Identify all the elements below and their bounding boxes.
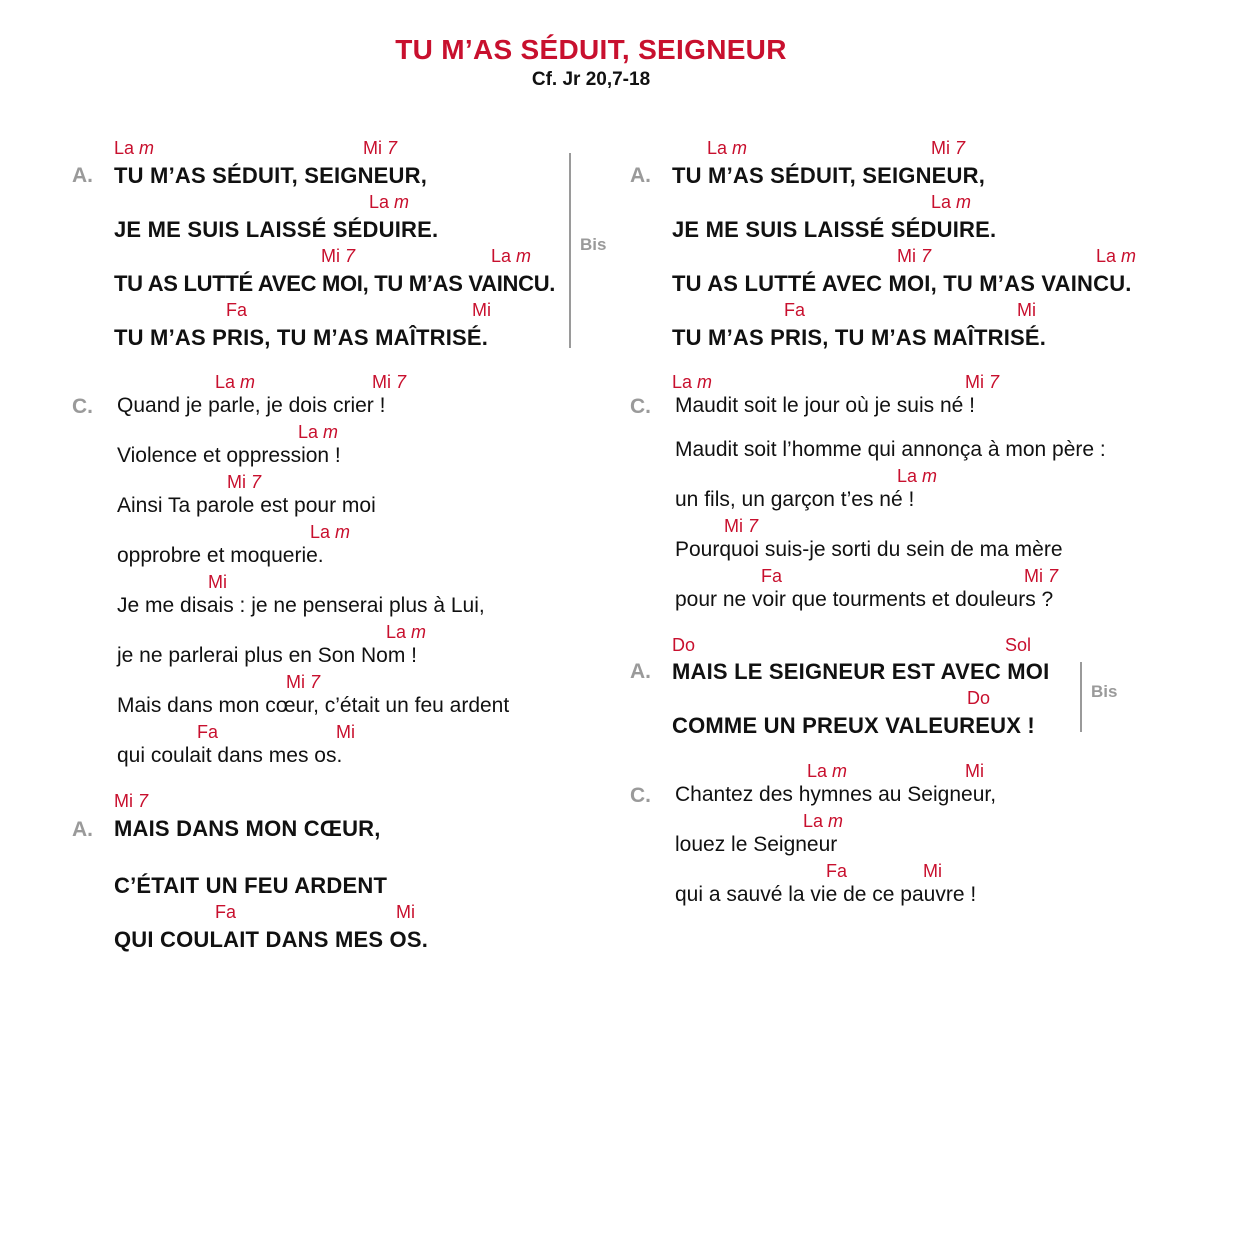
verse-marker: C. [630, 784, 651, 807]
chord-quality: m [832, 761, 848, 781]
chord-do: Do [672, 635, 696, 655]
refrain-marker: A. [630, 660, 651, 683]
chord-la-m [215, 372, 255, 392]
chord-mi: Mi [965, 761, 984, 781]
chord-fa: Fa [197, 722, 219, 742]
lyric-line: JE ME SUIS LAISSÉ SÉDUIRE. [114, 217, 439, 242]
chord-mi: Mi [396, 902, 415, 922]
chord-la-m [1096, 246, 1136, 266]
lyric-line: Ainsi Ta parole est pour moi [117, 494, 376, 517]
chord-quality: 7 [1048, 566, 1059, 586]
chord-root: Mi [227, 472, 246, 492]
chord-la-m [707, 138, 747, 158]
chord-mi: Mi [472, 300, 491, 320]
chord-la-m [672, 372, 712, 392]
lyric-line: JE ME SUIS LAISSÉ SÉDUIRE. [672, 217, 997, 242]
chord-quality: 7 [138, 791, 149, 811]
chord-root: Mi [286, 672, 305, 692]
chord-root: Mi [321, 246, 340, 266]
chord-fa: Fa [761, 566, 783, 586]
lyric-line: Je me disais : je ne penserai plus à Lui, [117, 594, 485, 617]
chord-quality: m [139, 138, 155, 158]
verse-marker: C. [72, 395, 93, 418]
lyric-line: qui a sauvé la vie de ce pauvre ! [675, 883, 977, 906]
lyric-line: Pourquoi suis-je sorti du sein de ma mère [675, 538, 1063, 561]
chord-quality: 7 [396, 372, 407, 392]
lyric-line: Violence et oppression ! [117, 444, 341, 467]
chord-root: La [215, 372, 236, 392]
chord-root: Mi [114, 791, 133, 811]
chord-quality: m [394, 192, 410, 212]
chord-fa: Fa [215, 902, 237, 922]
lyric-line: qui coulait dans mes os. [117, 744, 343, 767]
chord-la-m [931, 192, 971, 212]
lyric-line: MAIS LE SEIGNEUR EST AVEC MOI [672, 659, 1050, 684]
lyric-line: QUI COULAIT DANS MES OS. [114, 927, 429, 952]
chord-mi-7 [286, 672, 320, 692]
chord-fa: Fa [226, 300, 248, 320]
chord-quality: m [956, 192, 972, 212]
chord-mi: Mi [1017, 300, 1036, 320]
chord-la-m [803, 811, 843, 831]
chord-quality: 7 [251, 472, 262, 492]
lyric-line: TU AS LUTTÉ AVEC MOI, TU M’AS VAINCU. [672, 271, 1132, 296]
refrain-marker: A. [72, 164, 93, 187]
chord-root: La [803, 811, 824, 831]
chord-fa: Fa [826, 861, 848, 881]
chord-quality: m [323, 422, 339, 442]
song-title: TU M’AS SÉDUIT, SEIGNEUR [395, 34, 787, 65]
chord-do: Do [967, 688, 991, 708]
chord-fa: Fa [784, 300, 806, 320]
chord-mi-7 [965, 372, 999, 392]
lyric-line: TU M’AS SÉDUIT, SEIGNEUR, [672, 163, 986, 188]
chord-quality: m [922, 466, 938, 486]
bis-label: Bis [580, 235, 607, 254]
lyric-line: pour ne voir que tourments et douleurs ? [675, 588, 1054, 611]
chord-mi: Mi [923, 861, 942, 881]
chord-quality: m [732, 138, 748, 158]
chord-quality: m [697, 372, 713, 392]
refrain-marker: A. [72, 818, 93, 841]
chord-mi-7 [363, 138, 397, 158]
chord-quality: 7 [921, 246, 932, 266]
chord-mi-7 [931, 138, 965, 158]
bis-label: Bis [1091, 682, 1118, 701]
lyric-line: Quand je parle, je dois crier ! [117, 394, 386, 417]
chord-quality: m [335, 522, 351, 542]
chord-la-m [310, 522, 350, 542]
chord-root: La [298, 422, 319, 442]
chord-mi-7 [321, 246, 355, 266]
chord-mi-7 [724, 516, 758, 536]
chord-root: La [672, 372, 693, 392]
chord-root: La [491, 246, 512, 266]
chord-la-m [298, 422, 338, 442]
bis-bracket [569, 153, 571, 348]
lyric-line: MAIS DANS MON CŒUR, [114, 816, 381, 841]
chord-quality: 7 [955, 138, 966, 158]
chord-quality: 7 [989, 372, 1000, 392]
chord-mi-7 [372, 372, 406, 392]
chord-la-m [386, 622, 426, 642]
chord-root: Mi [965, 372, 984, 392]
chord-root: Mi [363, 138, 382, 158]
chord-quality: 7 [345, 246, 356, 266]
lyric-line: louez le Seigneur [675, 833, 838, 856]
chord-root: Mi [931, 138, 950, 158]
verse-marker: C. [630, 395, 651, 418]
chord-mi-7 [114, 791, 148, 811]
lyric-line: TU M’AS PRIS, TU M’AS MAÎTRISÉ. [672, 325, 1047, 350]
chord-root: Mi [372, 372, 391, 392]
bis-bracket [1080, 662, 1082, 732]
chord-quality: 7 [748, 516, 759, 536]
lyric-line: Chantez des hymnes au Seigneur, [675, 783, 997, 806]
chord-root: La [707, 138, 728, 158]
lyric-line: TU M’AS SÉDUIT, SEIGNEUR, [114, 163, 428, 188]
chord-la-m [807, 761, 847, 781]
chord-quality: m [828, 811, 844, 831]
chord-root: Mi [897, 246, 916, 266]
chord-root: La [369, 192, 390, 212]
chord-mi-7 [1024, 566, 1058, 586]
scripture-reference: Cf. Jr 20,7-18 [531, 69, 651, 90]
chord-la-m [369, 192, 409, 212]
lyric-line: Maudit soit le jour où je suis né ! [675, 394, 975, 417]
lyric-line: je ne parlerai plus en Son Nom ! [117, 644, 417, 667]
lyric-line: COMME UN PREUX VALEUREUX ! [672, 713, 1035, 738]
lyric-line: TU AS LUTTÉ AVEC MOI, TU M’AS VAINCU. [114, 271, 556, 296]
chord-mi-7 [227, 472, 261, 492]
chord-la-m [114, 138, 154, 158]
refrain-marker: A. [630, 164, 651, 187]
lyric-line: TU M’AS PRIS, TU M’AS MAÎTRISÉ. [114, 325, 489, 350]
chord-root: La [386, 622, 407, 642]
chord-quality: m [411, 622, 427, 642]
chord-root: Mi [724, 516, 743, 536]
chord-mi: Mi [208, 572, 227, 592]
chord-quality: 7 [310, 672, 321, 692]
chord-mi-7 [897, 246, 931, 266]
lyric-line: Mais dans mon cœur, c’était un feu ardent [117, 694, 510, 717]
chord-quality: 7 [387, 138, 398, 158]
chord-quality: m [1121, 246, 1137, 266]
chord-sol: Sol [1005, 635, 1032, 655]
lyric-line: opprobre et moquerie. [117, 544, 324, 567]
chord-root: La [807, 761, 828, 781]
lyric-line: C’ÉTAIT UN FEU ARDENT [114, 873, 388, 898]
chord-root: La [897, 466, 918, 486]
chord-root: La [310, 522, 331, 542]
chord-quality: m [516, 246, 532, 266]
chord-la-m [491, 246, 531, 266]
chord-root: Mi [1024, 566, 1043, 586]
chord-root: La [114, 138, 135, 158]
chord-mi: Mi [336, 722, 355, 742]
chord-la-m [897, 466, 937, 486]
chord-quality: m [240, 372, 256, 392]
lyric-line: un fils, un garçon t’es né ! [675, 488, 915, 511]
lyric-line: Maudit soit l’homme qui annonça à mon père : [675, 438, 1106, 461]
chord-root: La [1096, 246, 1117, 266]
chord-root: La [931, 192, 952, 212]
